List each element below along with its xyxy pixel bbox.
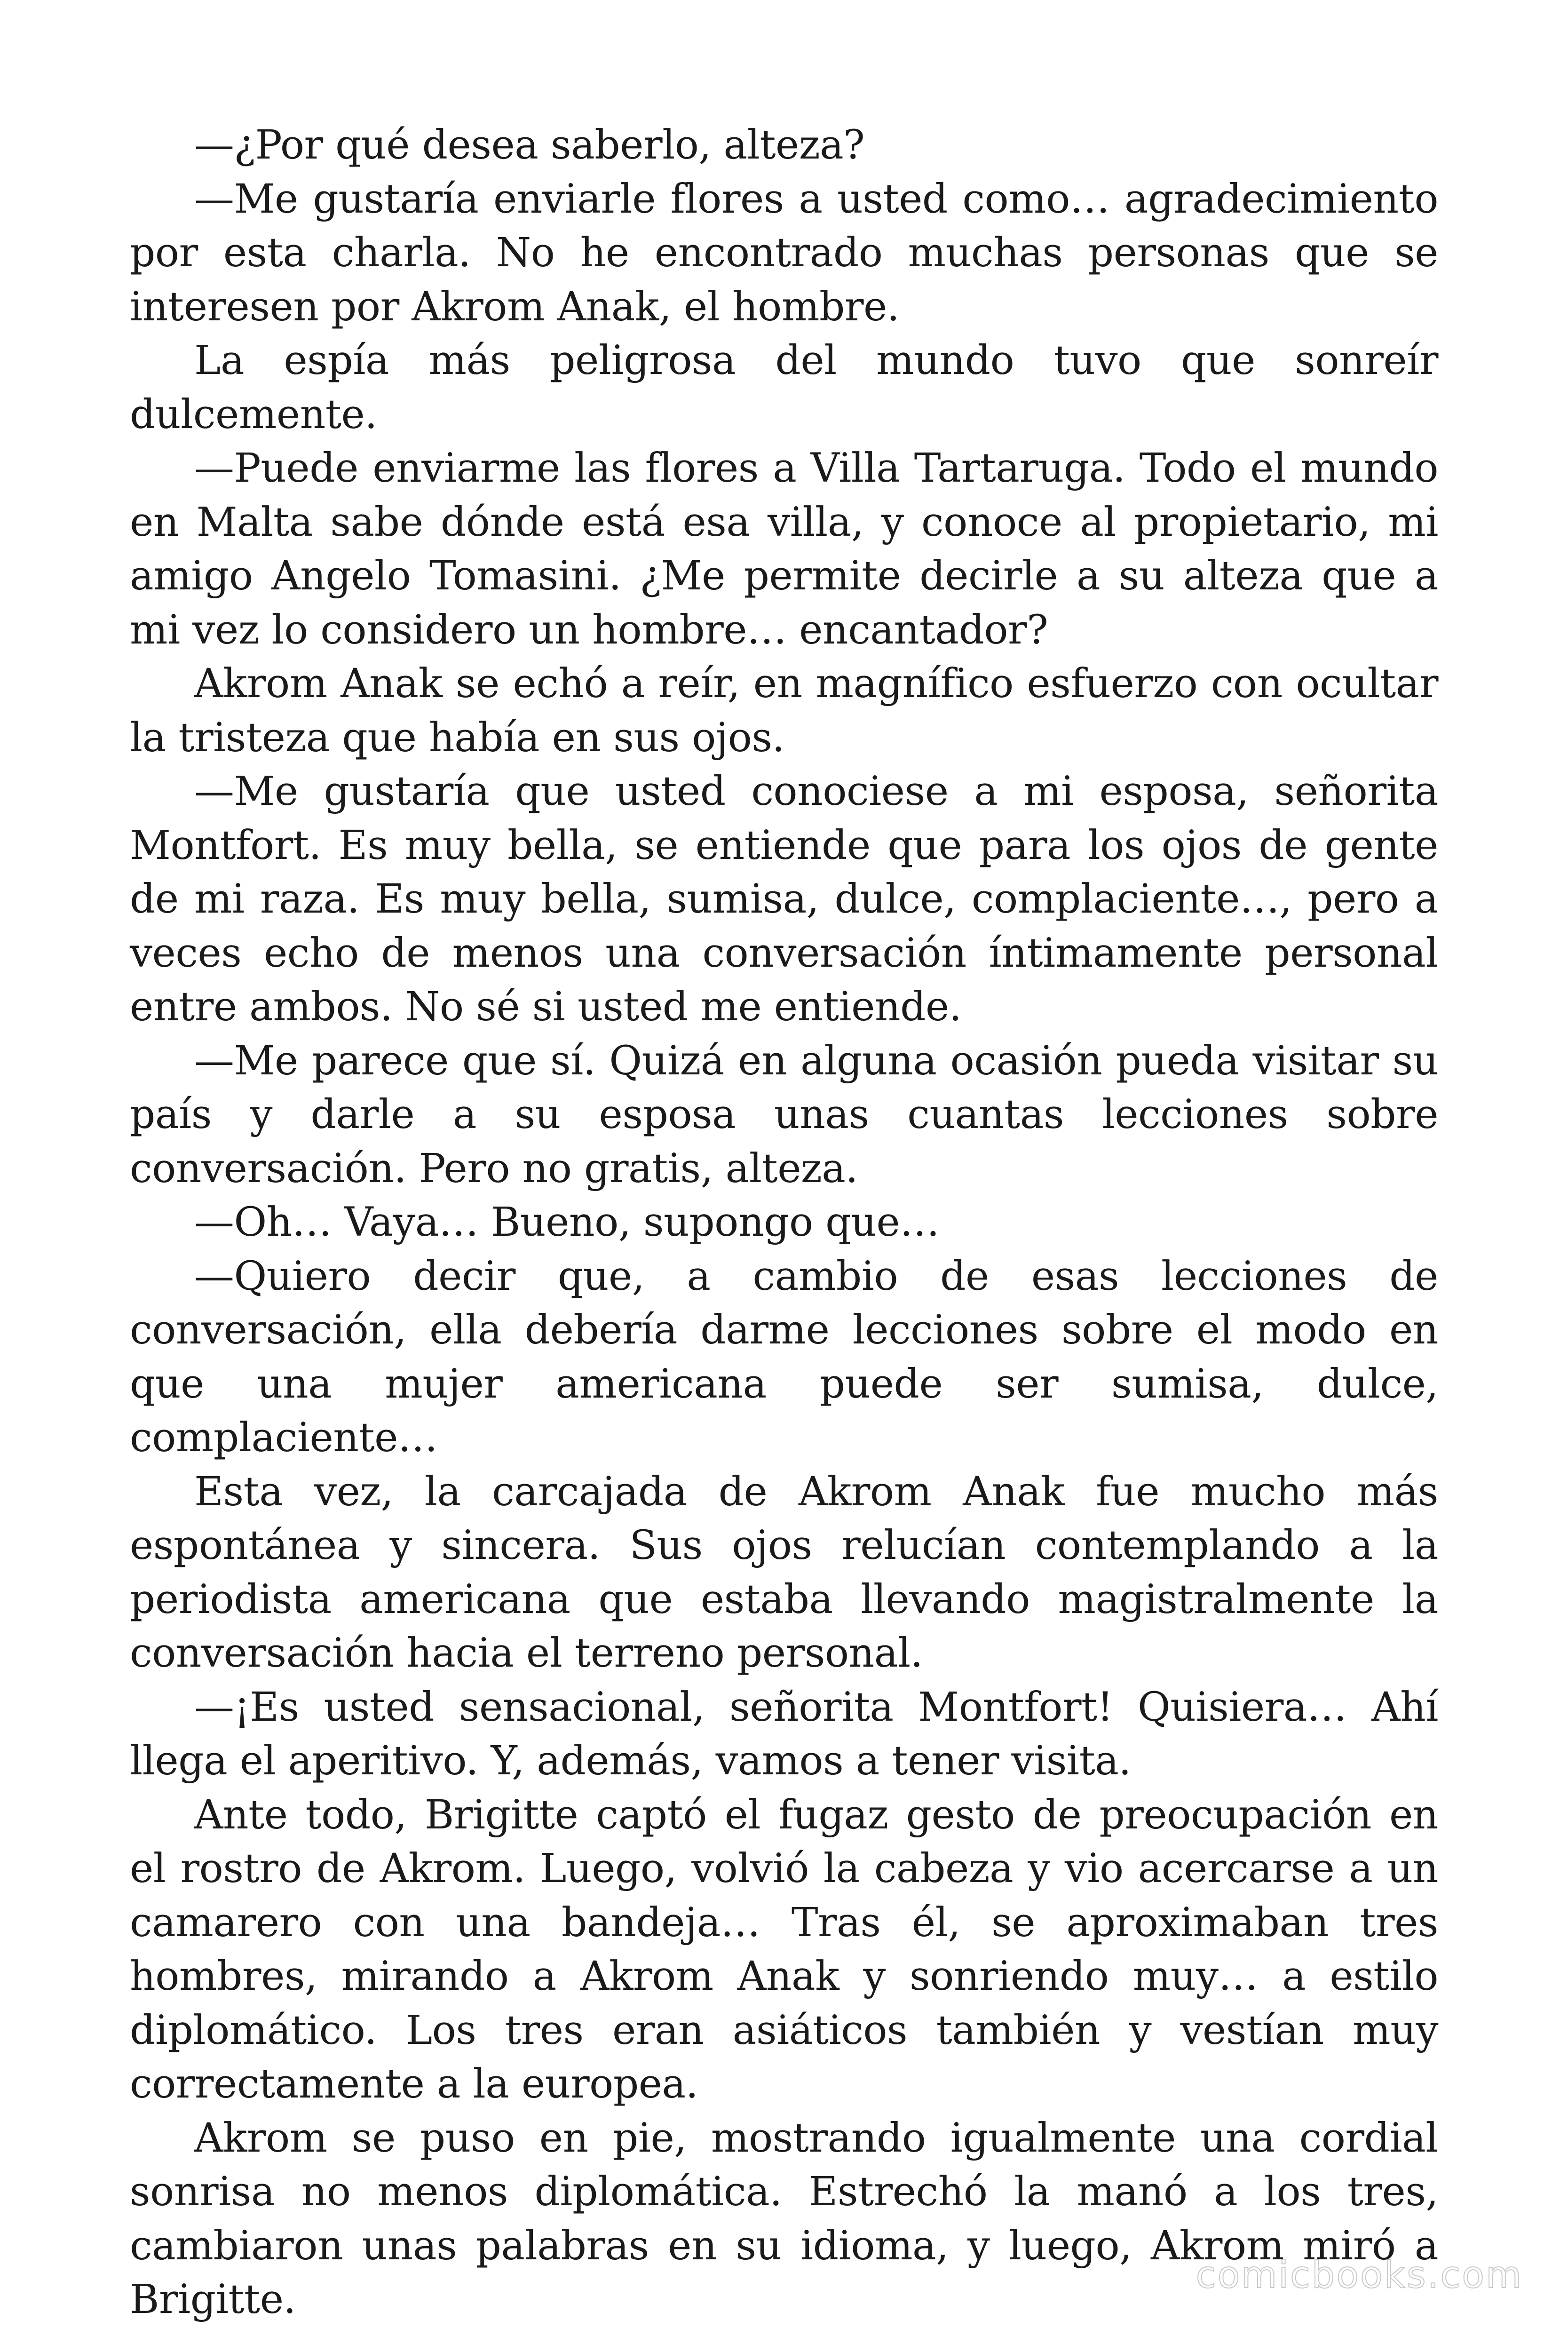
paragraph: Akrom se puso en pie, mostrando igualmente una cordial sonrisa no menos diplomática. Estrechó la manó a los tres, cambiaron unas palabras en su idioma, y luego, Akrom miró a Brigitte. (130, 2114, 1438, 2323)
paragraph: —¿Por qué desea saberlo, alteza? (194, 122, 865, 168)
paragraph: Ante todo, Brigitte captó el fugaz gesto de preocupación en el rostro de Akrom. Luego, volvió la cabeza y vio acercarse a un camarero con una bandeja… Tras él, se aproximaban tres hombres, mirando a Akrom Anak y sonriendo muy… a estilo diplomático. Los tres eran asiáticos también y vestían muy correctamente a la europea. (130, 1791, 1438, 2107)
paragraph: —Quiero decir que, a cambio de esas lecciones de conversación, ella debería darme lecciones sobre el modo en que una mujer americana puede ser sumisa, dulce, complaciente… (130, 1253, 1438, 1461)
paragraph: —Me parece que sí. Quizá en alguna ocasión pueda visitar su país y darle a su esposa unas cuantas lecciones sobre conversación. Pero no gratis, alteza. (130, 1037, 1438, 1192)
paragraph: —Me gustaría que usted conociese a mi esposa, señorita Montfort. Es muy bella, se entiende que para los ojos de gente de mi raza. Es muy bella, sumisa, dulce, complaciente…, pero a veces echo de menos una conversación íntimamente personal entre ambos. No sé si usted me entiende. (130, 768, 1438, 1030)
page-body (130, 119, 1438, 2327)
paragraph: —¡Es usted sensacional, señorita Montfort! Quisiera… Ahí llega el aperitivo. Y, además, vamos a tener visita. (130, 1684, 1438, 1784)
paragraph: —Oh… Vaya… Bueno, supongo que… (194, 1199, 940, 1246)
watermark: comicbooks.com (1196, 2254, 1523, 2296)
paragraph: La espía más peligrosa del mundo tuvo que sonreír dulcemente. (130, 337, 1438, 438)
paragraph: Akrom Anak se echó a reír, en magnífico esfuerzo con ocultar la tristeza que había en sus ojos. (130, 660, 1438, 761)
paragraph: Esta vez, la carcajada de Akrom Anak fue mucho más espontánea y sincera. Sus ojos relucían contemplando a la periodista americana que estaba llevando magistralmente la conversación hacia el terreno personal. (130, 1468, 1438, 1677)
paragraph: —Puede enviarme las flores a Villa Tartaruga. Todo el mundo en Malta sabe dónde está esa villa, y conoce al propietario, mi amigo Angelo Tomasini. ¿Me permite decirle a su alteza que a mi vez lo considero un hombre… encantador? (130, 445, 1438, 653)
paragraph: —Me gustaría enviarle flores a usted como… agradecimiento por esta charla. No he encontrado muchas personas que se interesen por Akrom Anak, el hombre. (130, 175, 1438, 330)
